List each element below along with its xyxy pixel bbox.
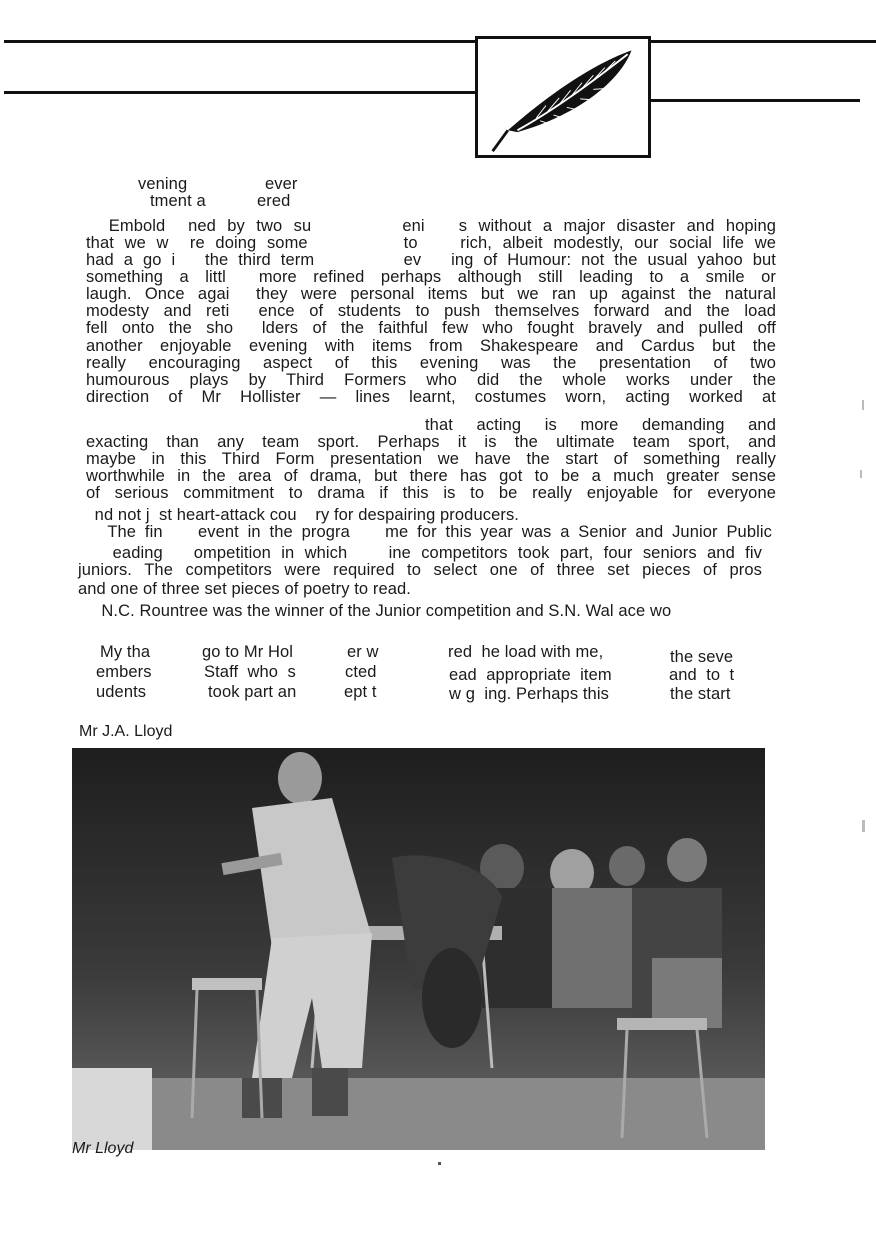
body-line: of serious commitment to drama if this is to be really enjoyable for everyone <box>86 484 776 502</box>
thanks-cell: and to t <box>669 666 735 684</box>
body-line: humourous plays by Third Formers who did the whole works under the <box>86 371 776 389</box>
thanks-cell: embers <box>96 663 152 681</box>
heading-fragment: vening <box>138 175 188 193</box>
thanks-cell: udents <box>96 683 147 701</box>
body-line: maybe in this Third Form presentation we have the start of something really <box>86 450 776 468</box>
body-line: something a littl more refined perhaps although still leading to a smile or <box>86 268 776 286</box>
photo-caption: Mr Lloyd <box>72 1140 134 1157</box>
author-signature: Mr J.A. Lloyd <box>79 723 173 740</box>
thanks-cell: go to Mr Hol <box>202 643 294 661</box>
thanks-cell: red he load with me, <box>448 643 604 661</box>
body-line: direction of Mr Hollister — lines learnt, costumes worn, acting worked at <box>86 388 776 406</box>
body-line: really encouraging aspect of this evening was the presentation of two <box>86 354 776 372</box>
scan-speck <box>438 1162 441 1165</box>
body-line: nd not j st heart-attack cou ry for despairing producers. <box>90 506 519 524</box>
thanks-cell: ead appropriate item <box>449 666 612 684</box>
body-line: that we w re doing some to rich, albeit modestly, our social life we <box>86 234 776 252</box>
thanks-cell: ept t <box>344 683 377 701</box>
body-line: another enjoyable evening with items from Shakespeare and Cardus but the <box>86 337 776 355</box>
body-line: Embold ned by two su eni s without a major disaster and hoping <box>86 217 776 235</box>
body-line: had a go i the third term ev ing of Humour: not the usual yahoo but <box>86 251 776 269</box>
body-line: that acting is more demanding and <box>425 416 776 434</box>
thanks-cell: Staff who s <box>204 663 296 681</box>
body-line: exacting than any team sport. Perhaps it is the ultimate team sport, and <box>86 433 776 451</box>
thanks-cell: the seve <box>670 648 734 666</box>
thanks-cell: er w <box>347 643 379 661</box>
scan-speck <box>860 470 862 478</box>
thanks-cell: the start <box>670 685 731 703</box>
thanks-cell: cted <box>345 663 377 681</box>
body-line: N.C. Rountree was the winner of the Junior competition and S.N. Wal ace wo <box>92 602 672 620</box>
heading-fragment: tment a <box>150 192 206 210</box>
body-line: fell onto the sho lders of the faithful few who fought bravely and pulled off <box>86 319 776 337</box>
scan-speck <box>862 820 865 832</box>
thanks-cell: took part an <box>208 683 297 701</box>
quill-emblem <box>475 36 651 158</box>
header-rule-top <box>4 40 876 43</box>
scan-speck <box>862 400 864 410</box>
body-line: eading ompetition in which ine competitors took part, four seniors and fiv <box>92 544 762 562</box>
heading-fragment: ered <box>257 192 291 210</box>
body-line: modesty and reti ence of students to push themselves forward and the load <box>86 302 776 320</box>
body-line: The fin event in the progra me for this year was a Senior and Junior Public <box>90 523 772 541</box>
body-line: worthwhile in the area of drama, but there has got to be a much greater sense <box>86 467 776 485</box>
quill-icon <box>478 39 648 155</box>
header-rule-bottom-left <box>4 91 476 94</box>
body-line: juniors. The competitors were required to select one of three set pieces of pros <box>78 561 762 579</box>
heading-fragment: ever <box>265 175 298 193</box>
thanks-cell: My tha <box>100 643 151 661</box>
header-rule-bottom-right <box>650 99 860 102</box>
stage-photo <box>72 748 765 1150</box>
thanks-cell: w g ing. Perhaps this <box>449 685 609 703</box>
body-line: laugh. Once agai they were personal items but we ran up against the natural <box>86 285 776 303</box>
body-line: and one of three set pieces of poetry to read. <box>78 580 411 598</box>
